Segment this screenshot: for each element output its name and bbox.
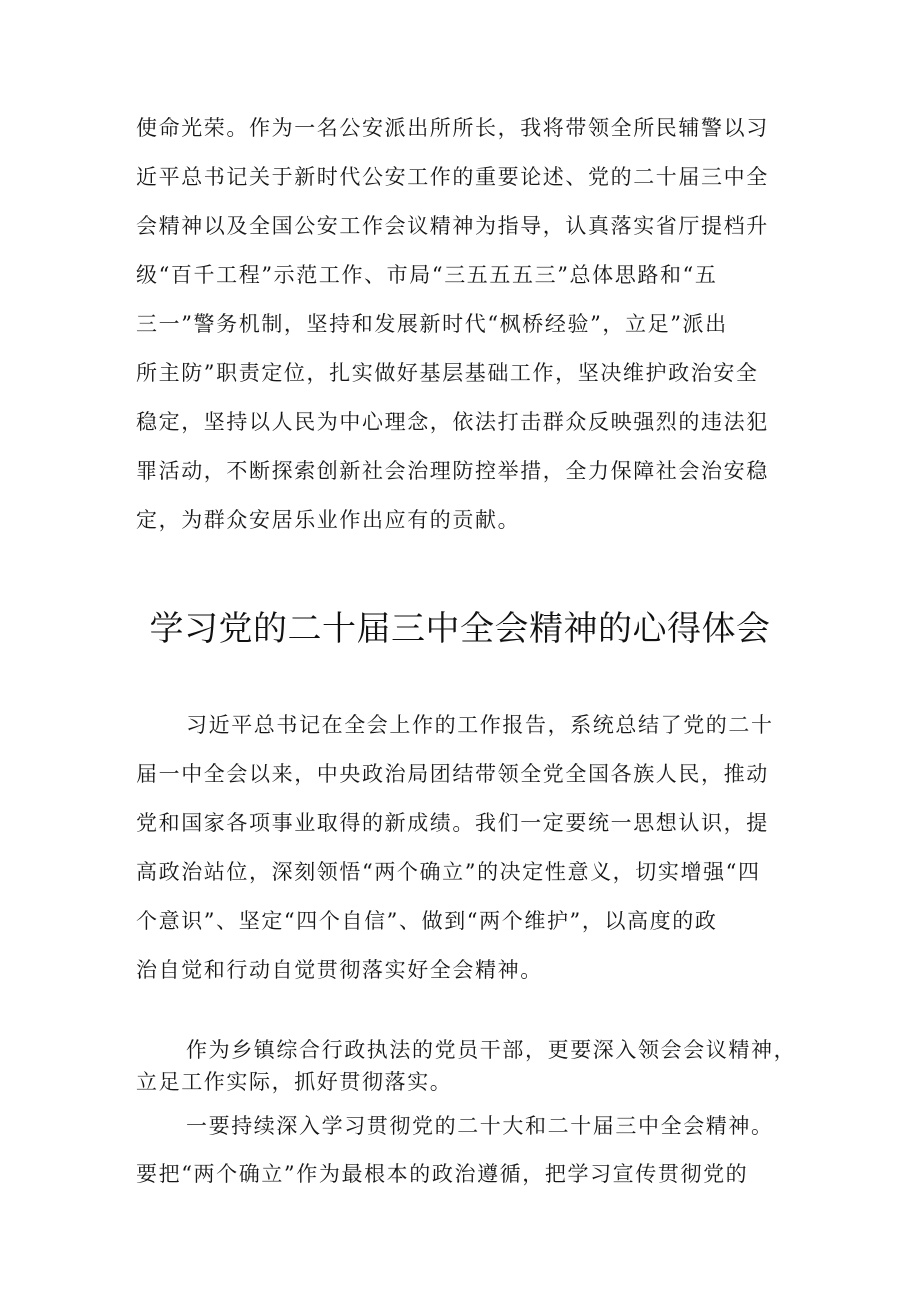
text-line: 党和国家各项事业取得的新成绩。我们一定要统一思想认识，提 [136, 811, 769, 835]
text-line: 个意识”、坚定“四个自信”、做到“两个维护”，以高度的政 [136, 909, 718, 933]
text-line: 稳定，坚持以人民为中心理念，依法打击群众反映强烈的违法犯 [136, 410, 769, 434]
section-title: 学习党的二十届三中全会精神的心得体会 [149, 609, 771, 649]
text-line: 一要持续深入学习贯彻党的二十大和二十届三中全会精神。 [186, 1114, 774, 1138]
text-line: 定，为群众安居乐业作出应有的贡献。 [136, 508, 521, 532]
text-line: 近平总书记关于新时代公安工作的重要论述、党的二十届三中全 [136, 165, 769, 189]
text-line: 作为乡镇综合行政执法的党员干部，更要深入领会会议精神， [186, 1038, 797, 1062]
text-line: 会精神以及全国公安工作会议精神为指导，认真落实省厅提档升 [136, 214, 769, 238]
text-line: 使命光荣。作为一名公安派出所所长，我将带领全所民辅警以习 [136, 116, 769, 140]
text-line: 届一中全会以来，中央政治局团结带领全党全国各族人民，推动 [136, 762, 769, 786]
text-line: 要把“两个确立”作为最根本的政治遵循，把学习宣传贯彻党的 [136, 1162, 749, 1186]
text-line: 立足工作实际，抓好贯彻落实。 [136, 1070, 453, 1094]
text-line: 罪活动，不断探索创新社会治理防控举措，全力保障社会治安稳 [136, 459, 769, 483]
text-line: 三一”警务机制，坚持和发展新时代“枫桥经验”，立足”派出 [136, 312, 728, 336]
text-line: 高政治站位，深刻领悟“两个确立”的决定性意义，切实增强“四 [136, 860, 761, 884]
text-line: 所主防”职责定位，扎实做好基层基础工作，坚决维护政治安全 [136, 361, 759, 385]
text-line: 级“百千工程”示范工作、市局“三五五五三”总体思路和“五 [136, 263, 718, 287]
text-line: 习近平总书记在全会上作的工作报告，系统总结了党的二十 [186, 713, 774, 737]
text-line: 治自觉和行动自觉贯彻落实好全会精神。 [136, 958, 543, 982]
